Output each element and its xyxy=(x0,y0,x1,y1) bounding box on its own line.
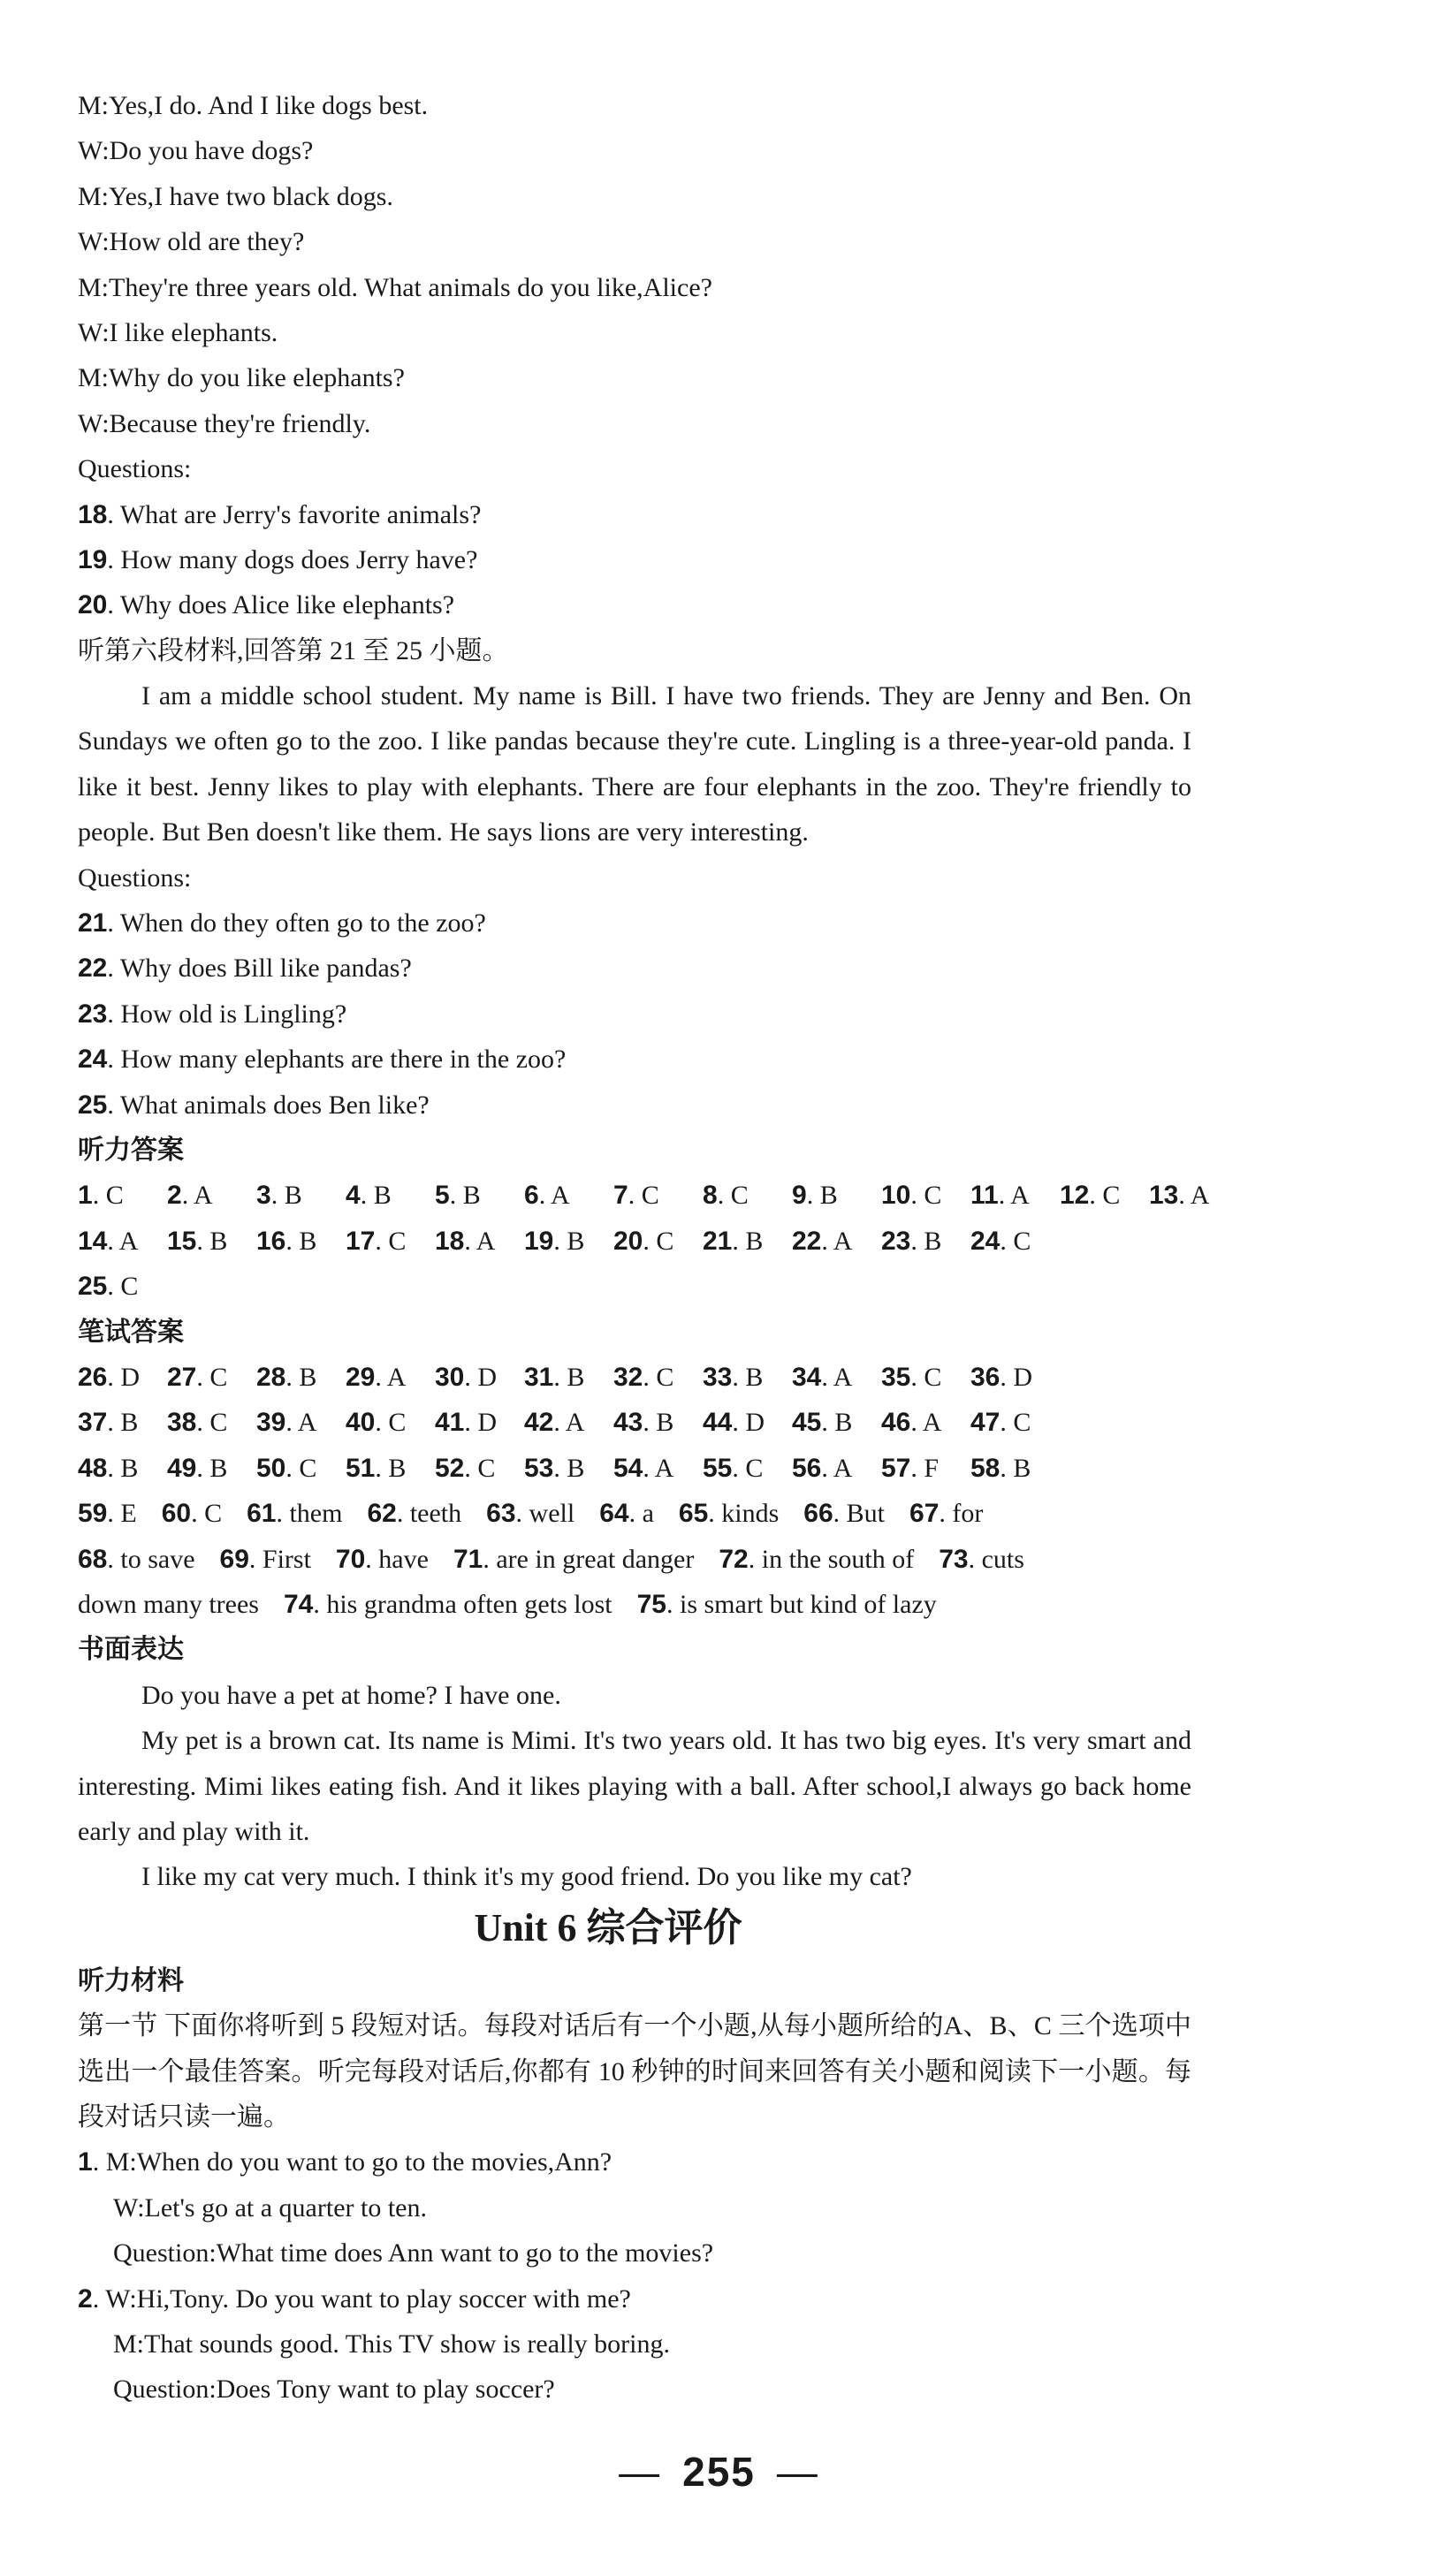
answer-number: 42 xyxy=(524,1408,554,1438)
dialogue-line: W:How old are they? xyxy=(78,227,305,257)
question-text: . How many elephants are there in the zoo? xyxy=(107,1045,567,1075)
answer-item xyxy=(970,1173,1060,1218)
answer-value: . C xyxy=(375,1408,407,1438)
written-answers xyxy=(78,1355,1191,1491)
question-number: 20 xyxy=(78,590,108,620)
questions-label: Questions: xyxy=(78,454,192,484)
answer-item xyxy=(346,1355,435,1400)
answer-item xyxy=(167,1400,256,1445)
answer-number: 1 xyxy=(78,1181,93,1211)
answer-value: . D xyxy=(464,1363,498,1392)
answer-number: 30 xyxy=(435,1363,465,1392)
answer-number: 67 xyxy=(909,1499,940,1529)
answer-number: 62 xyxy=(367,1499,397,1529)
question-text: . How many dogs does Jerry have? xyxy=(107,544,478,574)
answer-number: 51 xyxy=(346,1453,376,1483)
answer-number: 27 xyxy=(167,1363,197,1392)
listening-material-heading: 听力材料 xyxy=(78,1964,184,1996)
answer-number: 60 xyxy=(161,1499,192,1529)
answer-item xyxy=(792,1219,881,1264)
question-item xyxy=(78,582,1191,627)
answer-row xyxy=(78,1446,1191,1491)
answer-value: . C xyxy=(910,1181,942,1211)
question-text: . Why does Bill like pandas? xyxy=(107,954,412,984)
answer-value: . C xyxy=(643,1226,674,1256)
answer-item xyxy=(256,1173,346,1218)
answer-item xyxy=(435,1219,524,1264)
answer-item xyxy=(78,1355,167,1400)
answer-item xyxy=(78,1400,167,1445)
question-number: 25 xyxy=(78,1090,108,1120)
answer-value: . C xyxy=(910,1363,942,1392)
answer-value: . C xyxy=(732,1453,764,1483)
dialogue-line: W:Because they're friendly. xyxy=(78,408,371,438)
writing-paragraph: Do you have a pet at home? I have one. xyxy=(141,1680,561,1710)
written-answers-heading: 笔试答案 xyxy=(78,1316,184,1348)
answer-value: . C xyxy=(717,1181,749,1211)
answer-value: . have xyxy=(365,1544,429,1574)
answer-item xyxy=(346,1400,435,1445)
answer-row xyxy=(78,1173,1210,1218)
answer-item xyxy=(346,1173,435,1218)
answer-item xyxy=(524,1173,613,1218)
answer-number: 66 xyxy=(803,1499,833,1529)
answer-number: 7 xyxy=(613,1181,628,1211)
answer-item xyxy=(1060,1173,1149,1218)
answer-number: 68 xyxy=(78,1544,108,1574)
question-text: . What are Jerry's favorite animals? xyxy=(107,499,482,529)
answer-number: 61 xyxy=(247,1499,277,1529)
answer-value: . in the south of xyxy=(748,1544,915,1574)
answer-number: 54 xyxy=(613,1453,643,1483)
listening-answers xyxy=(78,1173,1210,1309)
answer-value: . First xyxy=(248,1544,311,1574)
answer-number: 26 xyxy=(78,1363,108,1392)
answer-value: . B xyxy=(806,1181,838,1211)
answer-item xyxy=(167,1173,256,1218)
answer-item xyxy=(703,1446,792,1491)
written-free-answers xyxy=(78,1491,1191,1627)
answer-number: 37 xyxy=(78,1408,108,1438)
answer-number: 20 xyxy=(613,1226,643,1256)
answer-item xyxy=(613,1173,703,1218)
answer-row xyxy=(78,1582,1191,1627)
answer-value: . C xyxy=(196,1408,228,1438)
question-text: . Why does Alice like elephants? xyxy=(107,590,455,620)
question-number: 22 xyxy=(78,954,108,984)
answer-number: 39 xyxy=(256,1408,286,1438)
dialogue-line: M:Why do you like elephants? xyxy=(78,363,405,393)
answer-number: 15 xyxy=(167,1226,197,1256)
writing-paragraph: My pet is a brown cat. Its name is Mimi. It's two years old. It has two big eyes. It's very smart and interesting. Mimi likes eating fish. And it likes playing with a ball. After school,I always go back home early and play with it. xyxy=(78,1726,1191,1846)
dialogue-number: 1 xyxy=(78,2147,93,2177)
footer-dash-left: — xyxy=(619,2449,662,2495)
answer-number: 4 xyxy=(346,1181,361,1211)
answer-value: . A xyxy=(998,1181,1030,1211)
answer-item xyxy=(970,1219,1060,1264)
answer-item xyxy=(613,1446,703,1491)
answer-value: . a xyxy=(628,1499,654,1529)
answer-value: . A xyxy=(538,1181,570,1211)
answer-item xyxy=(435,1400,524,1445)
answer-value: . kinds xyxy=(708,1499,780,1529)
answer-item xyxy=(256,1355,346,1400)
answer-number: 46 xyxy=(881,1408,911,1438)
answer-number: 21 xyxy=(703,1226,733,1256)
answer-item xyxy=(256,1219,346,1264)
answer-number: 38 xyxy=(167,1408,197,1438)
answer-value: . B xyxy=(107,1408,139,1438)
answer-value: . A xyxy=(910,1408,942,1438)
dialogue-first-line xyxy=(78,2139,1191,2185)
question-number: 21 xyxy=(78,908,108,938)
answer-value: . them xyxy=(276,1499,343,1529)
answer-value: . B xyxy=(553,1226,585,1256)
answer-number: 18 xyxy=(435,1226,465,1256)
answer-item xyxy=(881,1219,970,1264)
answer-value: . B xyxy=(553,1453,585,1483)
question-number: 24 xyxy=(78,1045,108,1075)
answer-item xyxy=(792,1446,881,1491)
answer-number: 32 xyxy=(613,1363,643,1392)
answer-number: 14 xyxy=(78,1226,108,1256)
answer-value: . B xyxy=(910,1226,942,1256)
answer-value: . B xyxy=(107,1453,139,1483)
section6-title: 听第六段材料,回答第 21 至 25 小题。 xyxy=(78,635,509,665)
questions-list-a xyxy=(78,492,1191,628)
answer-number: 3 xyxy=(256,1181,271,1211)
answer-item xyxy=(435,1355,524,1400)
answer-value: . A xyxy=(821,1226,853,1256)
answer-row xyxy=(78,1355,1191,1400)
answer-number: 56 xyxy=(792,1453,822,1483)
answer-value: . D xyxy=(107,1363,141,1392)
question-item xyxy=(78,900,1191,946)
dialogue-continuation xyxy=(78,83,1191,446)
answer-item xyxy=(524,1355,613,1400)
answer-number: 47 xyxy=(970,1408,1001,1438)
answer-number: 41 xyxy=(435,1408,465,1438)
answer-value: . But xyxy=(833,1499,886,1529)
answer-number: 28 xyxy=(256,1363,286,1392)
section1-instruction: 第一节 下面你将听到 5 段短对话。每段对话后有一个小题,从每小题所给的A、B、C 三个选项中选出一个最佳答案。听完每段对话后,你都有 10 秒钟的时间来回答有关小题和阅读下一小题。每段对话只读一遍。 xyxy=(78,2011,1191,2131)
answer-row xyxy=(78,1219,1191,1264)
answer-number: 31 xyxy=(524,1363,554,1392)
answer-value: . A xyxy=(375,1363,407,1392)
answer-number: 24 xyxy=(970,1226,1001,1256)
question-item xyxy=(78,1083,1191,1128)
answer-number: 36 xyxy=(970,1363,1001,1392)
answer-value: . C xyxy=(92,1181,124,1211)
answer-value: . B xyxy=(449,1181,481,1211)
answer-number: 50 xyxy=(256,1453,286,1483)
answer-number: 73 xyxy=(939,1544,969,1574)
answer-number: 17 xyxy=(346,1226,376,1256)
answer-item xyxy=(1149,1173,1238,1218)
answer-item xyxy=(167,1355,256,1400)
answer-row xyxy=(78,1400,1191,1445)
answer-number: 22 xyxy=(792,1226,822,1256)
answer-value: . B xyxy=(196,1226,228,1256)
answer-number: 25 xyxy=(78,1272,108,1302)
writing-heading: 书面表达 xyxy=(78,1634,184,1666)
answer-value: . A xyxy=(643,1453,674,1483)
answer-value: . A xyxy=(181,1181,213,1211)
answer-value: . to save xyxy=(107,1544,195,1574)
answer-item xyxy=(881,1446,970,1491)
questions-list-b xyxy=(78,900,1191,1128)
answer-value: . A xyxy=(464,1226,496,1256)
answer-item xyxy=(524,1446,613,1491)
answer-value: . B xyxy=(1000,1453,1031,1483)
answer-number: 70 xyxy=(335,1544,366,1574)
answer-number: 23 xyxy=(881,1226,911,1256)
answer-item xyxy=(703,1400,792,1445)
answer-value: . B xyxy=(270,1181,302,1211)
answer-value: . B xyxy=(643,1408,674,1438)
answer-value: . C xyxy=(375,1226,407,1256)
answer-number: 53 xyxy=(524,1453,554,1483)
answer-item xyxy=(346,1219,435,1264)
answer-number: 52 xyxy=(435,1453,465,1483)
answer-item xyxy=(256,1400,346,1445)
answer-value: . F xyxy=(910,1453,940,1483)
answer-item xyxy=(435,1173,524,1218)
answer-number: 16 xyxy=(256,1226,286,1256)
answer-value: . cuts xyxy=(968,1544,1024,1574)
dialogue-line: W:I like elephants. xyxy=(78,317,278,347)
answer-item xyxy=(703,1355,792,1400)
question-item xyxy=(78,992,1191,1037)
answer-number: 57 xyxy=(881,1453,911,1483)
answer-number: 58 xyxy=(970,1453,1001,1483)
answer-value: . A xyxy=(1178,1181,1210,1211)
answer-item xyxy=(970,1446,1060,1491)
answer-number: 44 xyxy=(703,1408,733,1438)
question-text: . When do they often go to the zoo? xyxy=(107,908,486,938)
answer-number: 63 xyxy=(486,1499,516,1529)
answer-number: 19 xyxy=(524,1226,554,1256)
answer-row xyxy=(78,1537,1191,1582)
answer-item xyxy=(524,1219,613,1264)
dialogue-line: M:Yes,I have two black dogs. xyxy=(78,181,393,211)
answer-item xyxy=(78,1173,167,1218)
answer-number: 40 xyxy=(346,1408,376,1438)
answer-number: 74 xyxy=(283,1589,314,1619)
answer-number: 29 xyxy=(346,1363,376,1392)
question-item xyxy=(78,537,1191,582)
answer-value: . C xyxy=(1000,1226,1031,1256)
page-number: 255 xyxy=(682,2449,756,2495)
page-content xyxy=(78,83,1210,2413)
question-number: 19 xyxy=(78,544,108,574)
answer-item xyxy=(703,1173,792,1218)
answer-value: . A xyxy=(821,1363,853,1392)
answer-item xyxy=(78,1219,167,1264)
answer-value: . C xyxy=(628,1181,659,1211)
footer-dash-right: — xyxy=(776,2449,819,2495)
answer-value: . B xyxy=(285,1363,317,1392)
answer-number: 45 xyxy=(792,1408,822,1438)
answer-number: 5 xyxy=(435,1181,450,1211)
dialogue-block xyxy=(78,2139,1191,2276)
question-number: 23 xyxy=(78,999,108,1029)
passage-text: I am a middle school student. My name is Bill. I have two friends. They are Jenny and Ben. On Sundays we often go to the zoo. I like pandas because they're cute. Lingling is a three-year-old panda. I like it best. Jenny likes to play with elephants. There are four elephants in the zoo. They're friendly to people. But Ben doesn't like them. He says lions are very interesting. xyxy=(78,681,1191,847)
answer-number: 11 xyxy=(970,1181,999,1211)
answer-value: . B xyxy=(732,1226,764,1256)
question-item xyxy=(78,946,1191,991)
answer-value: . C xyxy=(285,1453,317,1483)
answer-item xyxy=(524,1400,613,1445)
answer-number: 8 xyxy=(703,1181,718,1211)
question-item xyxy=(78,1037,1191,1082)
answer-value: . C xyxy=(196,1363,228,1392)
answer-value: . A xyxy=(107,1226,139,1256)
answer-value: . are in great danger xyxy=(483,1544,695,1574)
answer-value: . C xyxy=(1089,1181,1121,1211)
unit-title: Unit 6 综合评价 xyxy=(474,1905,742,1949)
answer-number: 9 xyxy=(792,1181,807,1211)
answer-number: 34 xyxy=(792,1363,822,1392)
answer-value: . C xyxy=(643,1363,674,1392)
questions-label: Questions: xyxy=(78,862,192,893)
answer-number: 43 xyxy=(613,1408,643,1438)
answer-value: . A xyxy=(553,1408,585,1438)
answer-value: . his grandma often gets lost xyxy=(313,1589,612,1619)
answer-number: 64 xyxy=(599,1499,629,1529)
dialogue-second-line: W:Let's go at a quarter to ten. xyxy=(113,2192,427,2223)
answer-number: 59 xyxy=(78,1499,108,1529)
answer-number: 72 xyxy=(719,1544,749,1574)
answer-number: 6 xyxy=(524,1181,539,1211)
answer-value: . B xyxy=(196,1453,228,1483)
answer-value: . well xyxy=(515,1499,575,1529)
answer-item xyxy=(881,1173,970,1218)
answer-value: . B xyxy=(360,1181,392,1211)
answer-number: 48 xyxy=(78,1453,108,1483)
answer-value: down many trees xyxy=(78,1589,259,1619)
answer-value: . D xyxy=(464,1408,498,1438)
writing-paragraph: I like my cat very much. I think it's my good friend. Do you like my cat? xyxy=(141,1862,912,1892)
answer-item xyxy=(346,1446,435,1491)
answer-value: . A xyxy=(285,1408,317,1438)
answer-item xyxy=(881,1355,970,1400)
answer-item xyxy=(78,1446,167,1491)
answer-value: . B xyxy=(553,1363,585,1392)
answer-item xyxy=(613,1219,703,1264)
answer-item xyxy=(613,1400,703,1445)
answer-item xyxy=(970,1355,1060,1400)
answer-item xyxy=(970,1400,1060,1445)
dialogue-line: W:Do you have dogs? xyxy=(78,136,314,166)
answer-item xyxy=(792,1400,881,1445)
answer-number: 12 xyxy=(1060,1181,1090,1211)
answer-number: 75 xyxy=(636,1589,666,1619)
answer-number: 2 xyxy=(167,1181,182,1211)
answer-item xyxy=(435,1446,524,1491)
answer-item xyxy=(167,1219,256,1264)
question-text: . How old is Lingling? xyxy=(107,999,347,1029)
answer-number: 33 xyxy=(703,1363,733,1392)
answer-row xyxy=(78,1491,1191,1536)
answer-number: 55 xyxy=(703,1453,733,1483)
answer-value: . C xyxy=(107,1272,139,1302)
answer-item xyxy=(792,1173,881,1218)
answer-number: 13 xyxy=(1149,1181,1179,1211)
question-text: . What animals does Ben like? xyxy=(107,1090,430,1120)
dialogue-number: 2 xyxy=(78,2283,93,2314)
answer-value: . B xyxy=(285,1226,317,1256)
dialogue-line: M:They're three years old. What animals do you like,Alice? xyxy=(78,272,712,302)
answer-number: 69 xyxy=(219,1544,249,1574)
dialogue-question: Question:Does Tony want to play soccer? xyxy=(113,2375,555,2405)
answer-value: . for xyxy=(939,1499,984,1529)
answer-value: . E xyxy=(107,1499,137,1529)
answer-value: . is smart but kind of lazy xyxy=(666,1589,937,1619)
dialogue-line: M:Yes,I do. And I like dogs best. xyxy=(78,91,429,120)
answer-number: 10 xyxy=(881,1181,911,1211)
answer-item xyxy=(703,1219,792,1264)
answer-value: . D xyxy=(732,1408,765,1438)
answer-number: 35 xyxy=(881,1363,911,1392)
answer-item xyxy=(881,1400,970,1445)
page-footer xyxy=(0,2448,1438,2496)
answer-number: 49 xyxy=(167,1453,197,1483)
answer-number: 71 xyxy=(453,1544,483,1574)
dialogue-second-line: M:That sounds good. This TV show is really boring. xyxy=(113,2329,670,2359)
dialogue-question: Question:What time does Ann want to go to the movies? xyxy=(113,2238,714,2268)
question-item xyxy=(78,492,1191,537)
answer-value: . B xyxy=(375,1453,407,1483)
listening-answers-heading: 听力答案 xyxy=(78,1135,184,1166)
question-number: 18 xyxy=(78,499,108,529)
dialogue-text: . W:Hi,Tony. Do you want to play soccer with me? xyxy=(92,2283,631,2314)
dialogue-block xyxy=(78,2276,1191,2413)
dialogue-text: . M:When do you want to go to the movies,Ann? xyxy=(92,2147,612,2177)
dialogue-first-line xyxy=(78,2276,1191,2321)
answer-value: . teeth xyxy=(396,1499,462,1529)
answer-item xyxy=(613,1355,703,1400)
answer-value: . C xyxy=(1000,1408,1031,1438)
answer-value: . A xyxy=(821,1453,853,1483)
answer-value: . B xyxy=(821,1408,853,1438)
answer-row xyxy=(78,1264,1191,1309)
answer-item xyxy=(792,1355,881,1400)
answer-item xyxy=(167,1446,256,1491)
answer-item xyxy=(78,1264,167,1309)
answer-value: . B xyxy=(732,1363,764,1392)
answer-item xyxy=(256,1446,346,1491)
answer-value: . C xyxy=(191,1499,223,1529)
answer-value: . D xyxy=(1000,1363,1033,1392)
answer-number: 65 xyxy=(678,1499,709,1529)
answer-value: . C xyxy=(464,1453,496,1483)
